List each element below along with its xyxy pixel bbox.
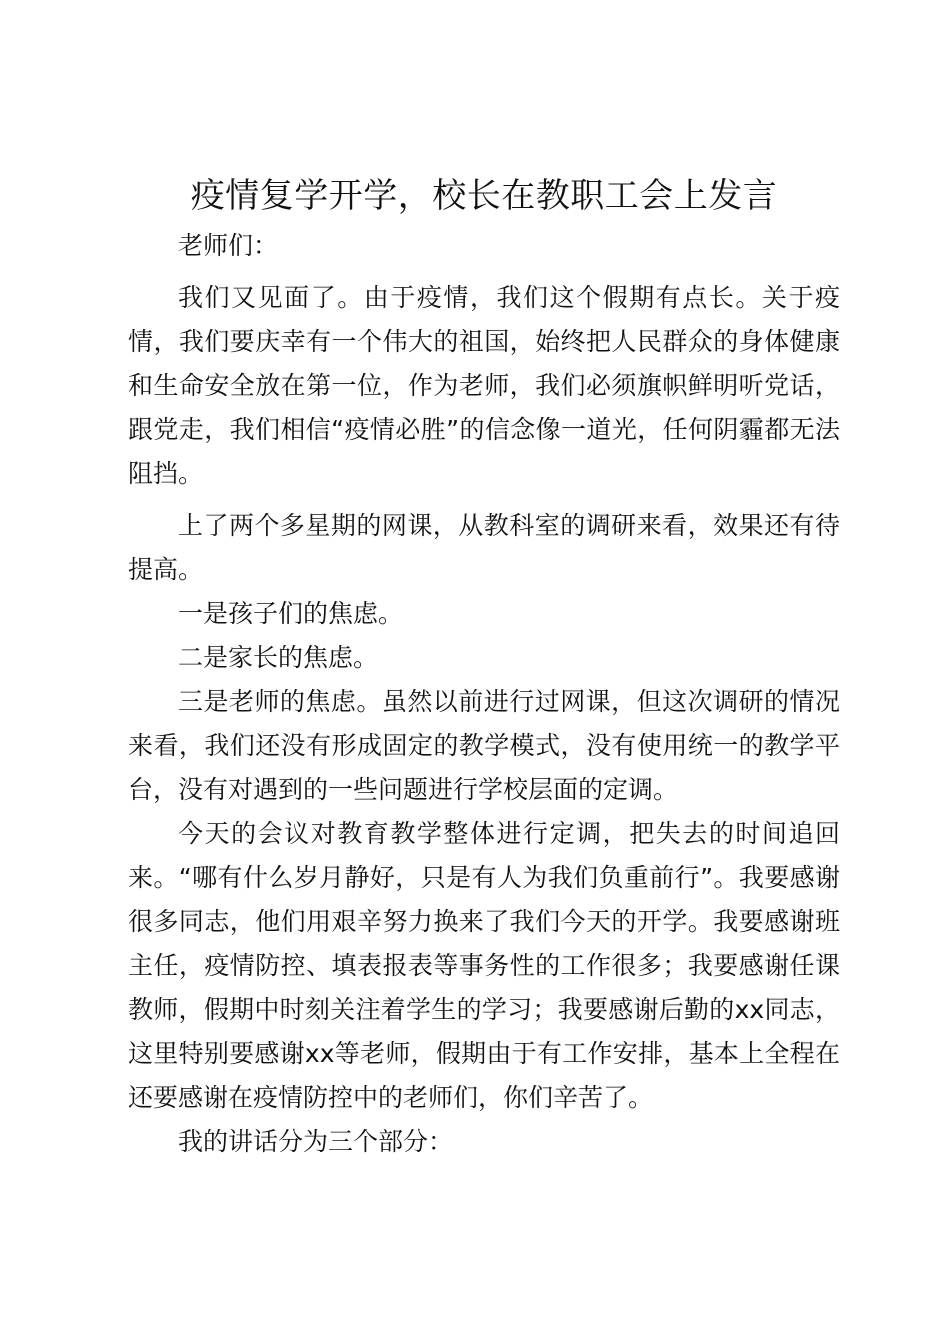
document-page [128, 170, 840, 1164]
paragraph-4: 二是家长的焦虑。 [178, 643, 379, 672]
paragraph-2: 上了两个多星期的网课，从教科室的调研来看，效果还有待提高。 [128, 511, 840, 584]
document-title: 疫情复学开学，校长在教职工会上发言 [190, 176, 778, 216]
paragraph-6: 今天的会议对教育教学整体进行定调，把失去的时间追回来。“哪有什么岁月静好，只是有人为我们负重前行”。我要感谢很多同志，他们用艰辛努力换来了我们今天的开学。我要感谢班主任，疫情防控、填表报表等事务性的工作很多；我要感谢任课教师，假期中时刻关注着学生的学习；我要感谢后勤的xx同志，这里特别要感谢xx等老师，假期由于有工作安排，基本上全程在还要感谢在疫情防控中的老师们，你们辛苦了。 [128, 819, 840, 1112]
paragraph-7: 我的讲话分为三个部分： [178, 1127, 454, 1156]
salutation: 老师们： [178, 231, 279, 260]
paragraph-1: 我们又见面了。由于疫情，我们这个假期有点长。关于疫情，我们要庆幸有一个伟大的祖国，始终把人民群众的身体健康和生命安全放在第一位，作为老师，我们必须旗帜鲜明听党话，跟党走，我们相信“疫情必胜”的信念像一道光，任何阴霾都无法阻挡。 [128, 283, 840, 488]
paragraph-5: 三是老师的焦虑。虽然以前进行过网课，但这次调研的情况来看，我们还没有形成固定的教学模式，没有使用统一的教学平台，没有对遇到的一些问题进行学校层面的定调。 [128, 687, 840, 804]
paragraph-3: 一是孩子们的焦虑。 [178, 599, 404, 628]
